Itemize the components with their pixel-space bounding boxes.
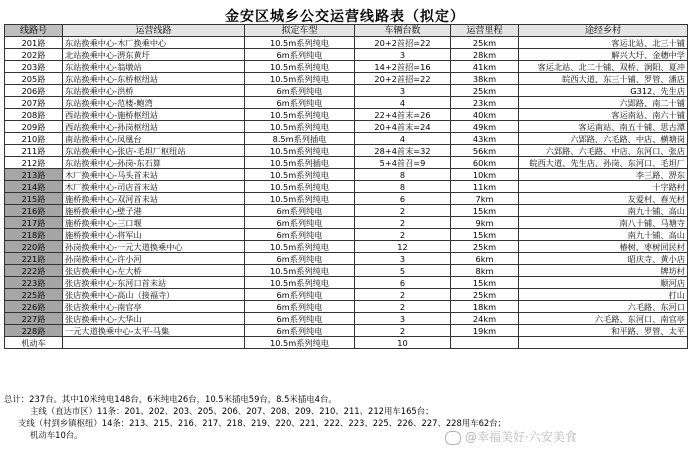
distance-cell: 25km bbox=[451, 37, 519, 49]
distance-cell: 9km bbox=[451, 217, 519, 229]
watermark-text: @幸福美好·六安美食 bbox=[465, 430, 577, 444]
route-number-cell: 213路 bbox=[5, 169, 63, 181]
vehicle-type-cell: 6m系列纯电 bbox=[245, 205, 355, 217]
route-line-cell: 施桥换乘中心-双河首末站 bbox=[63, 193, 245, 205]
table-row bbox=[5, 61, 688, 73]
route-number-cell: 211路 bbox=[5, 145, 63, 157]
distance-cell: 56km bbox=[451, 145, 519, 157]
via-villages-cell: 皖西大道、东三十铺、罗管、潘店 bbox=[519, 73, 688, 85]
via-villages-cell: 解兴大圩、金穗中学 bbox=[519, 49, 688, 61]
distance-cell: 11km bbox=[451, 181, 519, 193]
route-line-cell: 施桥换乘中心-壁子港 bbox=[63, 205, 245, 217]
vehicle-type-cell: 6m系列纯电 bbox=[245, 97, 355, 109]
route-line-cell: 施桥换乘中心-将军山 bbox=[63, 229, 245, 241]
footer-trunk-lines: 主线（直达市区）11条：201、202、203、205、206、207、208、209、210、211、212用车165台； bbox=[30, 406, 434, 416]
distance-cell: 38km bbox=[451, 73, 519, 85]
route-number-cell: 220路 bbox=[5, 241, 63, 253]
route-number-cell: 226路 bbox=[5, 301, 63, 313]
vehicle-type-cell: 6m系列纯电 bbox=[245, 217, 355, 229]
distance-cell bbox=[451, 337, 519, 349]
route-number-cell: 216路 bbox=[5, 205, 63, 217]
vehicle-count-cell: 3 bbox=[355, 49, 451, 61]
table-row bbox=[5, 109, 688, 121]
via-villages-cell: 客运南站、南五十铺、思古潭 bbox=[519, 121, 688, 133]
table-row bbox=[5, 85, 688, 97]
route-line-cell: 孙岗换乘中心-一元大道换乘中心 bbox=[63, 241, 245, 253]
route-number-cell: 223路 bbox=[5, 277, 63, 289]
via-villages-cell: 皖西大道、先生店、孙岗、东河口、毛坦厂 bbox=[519, 157, 688, 169]
table-row bbox=[5, 121, 688, 133]
distance-cell: 49km bbox=[451, 121, 519, 133]
route-number-cell: 212路 bbox=[5, 157, 63, 169]
distance-cell: 15km bbox=[451, 229, 519, 241]
header-vehicle-count: 车辆台数 bbox=[355, 25, 451, 37]
route-number-cell: 215路 bbox=[5, 193, 63, 205]
table-row bbox=[5, 217, 688, 229]
via-villages-cell bbox=[519, 337, 688, 349]
table-row bbox=[5, 205, 688, 217]
vehicle-type-cell: 8.5m系列插电 bbox=[245, 133, 355, 145]
vehicle-type-cell: 10.5m系列纯电 bbox=[245, 61, 355, 73]
route-number-cell: 225路 bbox=[5, 289, 63, 301]
route-number-cell: 201路 bbox=[5, 37, 63, 49]
table-row bbox=[5, 325, 688, 337]
vehicle-count-cell: 4 bbox=[355, 133, 451, 145]
table-row bbox=[5, 265, 688, 277]
vehicle-count-cell: 3 bbox=[355, 253, 451, 265]
vehicle-count-cell: 28+4首末=32 bbox=[355, 145, 451, 157]
route-number-cell: 227路 bbox=[5, 313, 63, 325]
vehicle-type-cell: 10.5m系列纯电 bbox=[245, 265, 355, 277]
table-row bbox=[5, 313, 688, 325]
via-villages-cell: 牌坊村 bbox=[519, 265, 688, 277]
via-villages-cell: 昭庆寺、黄小店 bbox=[519, 253, 688, 265]
vehicle-count-cell: 10 bbox=[355, 337, 451, 349]
route-number-cell: 221路 bbox=[5, 253, 63, 265]
vehicle-type-cell: 10.5m系列纯电 bbox=[245, 169, 355, 181]
route-line-cell: 东站换乘中心-孙岗-东石算 bbox=[63, 157, 245, 169]
vehicle-count-cell: 3 bbox=[355, 85, 451, 97]
table-row bbox=[5, 229, 688, 241]
table-row bbox=[5, 181, 688, 193]
distance-cell: 28km bbox=[451, 49, 519, 61]
vehicle-count-cell: 6 bbox=[355, 193, 451, 205]
table-row bbox=[5, 193, 688, 205]
route-line-cell: 一元大道换乘中心-太平-马集 bbox=[63, 325, 245, 337]
distance-cell: 60km bbox=[451, 157, 519, 169]
route-number-cell: 机动车 bbox=[5, 337, 63, 349]
table-row bbox=[5, 337, 688, 349]
table-row bbox=[5, 277, 688, 289]
vehicle-count-cell: 20+2首招=22 bbox=[355, 73, 451, 85]
route-line-cell bbox=[63, 337, 245, 349]
vehicle-type-cell: 10.5m系列纯电 bbox=[245, 337, 355, 349]
table-row bbox=[5, 241, 688, 253]
via-villages-cell: 十字路村 bbox=[519, 181, 688, 193]
route-line-cell: 孙岗换乘中心-许小河 bbox=[63, 253, 245, 265]
table-header-row bbox=[5, 25, 688, 37]
via-villages-cell: 南八十铺、马塘寺 bbox=[519, 217, 688, 229]
vehicle-type-cell: 10.5m系列纯电 bbox=[245, 193, 355, 205]
vehicle-count-cell: 2 bbox=[355, 325, 451, 337]
vehicle-count-cell: 22+4首末=26 bbox=[355, 109, 451, 121]
table-row bbox=[5, 253, 688, 265]
distance-cell: 15km bbox=[451, 205, 519, 217]
via-villages-cell: G312、先生店 bbox=[519, 85, 688, 97]
footer-branch-lines: 支线（村到乡镇枢纽）14条：213、215、216、217、218、219、220、221、222、223、225、226、227、228用车62台； bbox=[18, 418, 506, 428]
route-number-cell: 218路 bbox=[5, 229, 63, 241]
distance-cell: 8km bbox=[451, 265, 519, 277]
table-row bbox=[5, 37, 688, 49]
weibo-logo-icon bbox=[445, 431, 461, 445]
vehicle-type-cell: 10.5m系列纯电 bbox=[245, 145, 355, 157]
vehicle-type-cell: 6m系列纯电 bbox=[245, 313, 355, 325]
header-route-number: 线路号 bbox=[5, 25, 63, 37]
route-line-cell: 东站换乘中心-范楼-鲍湾 bbox=[63, 97, 245, 109]
via-villages-cell: 南九十铺、高山 bbox=[519, 205, 688, 217]
distance-cell: 24km bbox=[451, 313, 519, 325]
vehicle-type-cell: 6m系列纯电 bbox=[245, 85, 355, 97]
footer-reserve: 机动车10台。 bbox=[30, 430, 83, 440]
vehicle-count-cell: 4 bbox=[355, 97, 451, 109]
vehicle-count-cell: 8 bbox=[355, 181, 451, 193]
via-villages-cell: 六郢路、六毛路、中店、东河口、张店 bbox=[519, 145, 688, 157]
via-villages-cell: 椿树、枣树回民村 bbox=[519, 241, 688, 253]
route-line-cell: 东站换乘中心-东桥枢纽站 bbox=[63, 73, 245, 85]
via-villages-cell: 友爱村、春光村 bbox=[519, 193, 688, 205]
distance-cell: 23km bbox=[451, 97, 519, 109]
vehicle-type-cell: 10.5m系列纯电 bbox=[245, 37, 355, 49]
route-line-cell: 西站换乘中心-孙岗枢纽站 bbox=[63, 121, 245, 133]
vehicle-count-cell: 3 bbox=[355, 313, 451, 325]
vehicle-count-cell: 2 bbox=[355, 289, 451, 301]
route-number-cell: 208路 bbox=[5, 109, 63, 121]
route-line-cell: 北站换乘中心-淠东黄圩 bbox=[63, 49, 245, 61]
distance-cell: 18km bbox=[451, 301, 519, 313]
route-number-cell: 203路 bbox=[5, 61, 63, 73]
vehicle-type-cell: 6m系列纯电 bbox=[245, 301, 355, 313]
route-line-cell: 东站换乘中心-张店-毛坦厂枢纽站 bbox=[63, 145, 245, 157]
via-villages-cell: 六郢路、南二十铺 bbox=[519, 97, 688, 109]
route-line-cell: 张店换乘中心-高山（接福寺） bbox=[63, 289, 245, 301]
header-vehicle-type: 拟定车型 bbox=[245, 25, 355, 37]
via-villages-cell: 客运北站、北三十铺 bbox=[519, 37, 688, 49]
route-number-cell: 214路 bbox=[5, 181, 63, 193]
vehicle-count-cell: 12 bbox=[355, 241, 451, 253]
route-line-cell: 张店换乘中心-东河口首末站 bbox=[63, 277, 245, 289]
footer-total: 总计：237台。其中10米纯电148台，6米纯电26台，10.5米插电59台，8.5米插电4台。 bbox=[4, 394, 337, 404]
route-number-cell: 228路 bbox=[5, 325, 63, 337]
via-villages-cell: 李三路、淠东 bbox=[519, 169, 688, 181]
vehicle-count-cell: 5+4首召=9 bbox=[355, 157, 451, 169]
vehicle-count-cell: 2 bbox=[355, 205, 451, 217]
route-number-cell: 202路 bbox=[5, 49, 63, 61]
route-line-cell: 西站换乘中心-施桥枢纽站 bbox=[63, 109, 245, 121]
route-line-cell: 东站换乘中心-木厂换乘中心 bbox=[63, 37, 245, 49]
distance-cell: 25km bbox=[451, 241, 519, 253]
distance-cell: 7km bbox=[451, 193, 519, 205]
vehicle-count-cell: 2 bbox=[355, 217, 451, 229]
route-line-cell: 木厂换乘中心-司店首末站 bbox=[63, 181, 245, 193]
vehicle-type-cell: 10.5m系列纯电 bbox=[245, 277, 355, 289]
vehicle-type-cell: 6m系列纯电 bbox=[245, 49, 355, 61]
via-villages-cell: 顺河店 bbox=[519, 277, 688, 289]
route-line-cell: 南站换乘中心-凤凰台 bbox=[63, 133, 245, 145]
vehicle-count-cell: 14+2首招=16 bbox=[355, 61, 451, 73]
page-title: 金安区城乡公交运营线路表（拟定） bbox=[225, 9, 465, 25]
vehicle-type-cell: 6m系列纯电 bbox=[245, 289, 355, 301]
vehicle-type-cell: 6m系列纯电 bbox=[245, 325, 355, 337]
vehicle-type-cell: 10.5m系列纯电 bbox=[245, 181, 355, 193]
watermark bbox=[445, 428, 577, 445]
vehicle-type-cell: 10.5m系列纯电 bbox=[245, 121, 355, 133]
distance-cell: 40km bbox=[451, 109, 519, 121]
vehicle-count-cell: 6 bbox=[355, 277, 451, 289]
route-number-cell: 205路 bbox=[5, 73, 63, 85]
table-row bbox=[5, 157, 688, 169]
header-route-line: 运营线路 bbox=[63, 25, 245, 37]
route-line-cell: 东站换乘中心-翁墩站 bbox=[63, 61, 245, 73]
vehicle-type-cell: 10.5m系列纯电 bbox=[245, 109, 355, 121]
table-row bbox=[5, 133, 688, 145]
via-villages-cell: 六郢路、六毛路、中店、横塘岗 bbox=[519, 133, 688, 145]
table-row bbox=[5, 289, 688, 301]
via-villages-cell: 六毛路、东河口 bbox=[519, 301, 688, 313]
vehicle-type-cell: 6m系列纯电 bbox=[245, 229, 355, 241]
vehicle-count-cell: 2 bbox=[355, 229, 451, 241]
vehicle-count-cell: 20+4首末=24 bbox=[355, 121, 451, 133]
route-line-cell: 张店换乘中心-大华山 bbox=[63, 313, 245, 325]
vehicle-type-cell: 10.5m系列插电 bbox=[245, 157, 355, 169]
header-distance: 运营里程 bbox=[451, 25, 519, 37]
route-line-cell: 东站换乘中心-洪桥 bbox=[63, 85, 245, 97]
distance-cell: 10km bbox=[451, 169, 519, 181]
route-line-cell: 张店换乘中心-南官亭 bbox=[63, 301, 245, 313]
distance-cell: 41km bbox=[451, 61, 519, 73]
route-line-cell: 张店换乘中心-左大桥 bbox=[63, 265, 245, 277]
via-villages-cell: 客运北站、北二十铺、双桥、涧阳、夏冲 bbox=[519, 61, 688, 73]
vehicle-count-cell: 8 bbox=[355, 169, 451, 181]
route-line-cell: 施桥换乘中心-三口堰 bbox=[63, 217, 245, 229]
vehicle-type-cell: 10.5m系列纯电 bbox=[245, 241, 355, 253]
table-row bbox=[5, 97, 688, 109]
table-row bbox=[5, 169, 688, 181]
via-villages-cell: 客运南站、南六十铺 bbox=[519, 109, 688, 121]
vehicle-type-cell: 10.5m系列纯电 bbox=[245, 73, 355, 85]
vehicle-count-cell: 5 bbox=[355, 265, 451, 277]
route-number-cell: 217路 bbox=[5, 217, 63, 229]
distance-cell: 43km bbox=[451, 133, 519, 145]
table-row bbox=[5, 301, 688, 313]
route-number-cell: 222路 bbox=[5, 265, 63, 277]
route-table bbox=[4, 24, 688, 349]
table-row bbox=[5, 49, 688, 61]
header-via-villages: 途经乡村 bbox=[519, 25, 688, 37]
distance-cell: 19km bbox=[451, 325, 519, 337]
vehicle-count-cell: 2 bbox=[355, 301, 451, 313]
route-number-cell: 206路 bbox=[5, 85, 63, 97]
route-line-cell: 木厂换乘中心-马头首末站 bbox=[63, 169, 245, 181]
table-body bbox=[5, 37, 688, 349]
via-villages-cell: 打山 bbox=[519, 289, 688, 301]
distance-cell: 15km bbox=[451, 277, 519, 289]
distance-cell: 6km bbox=[451, 253, 519, 265]
via-villages-cell: 南九十铺、高山 bbox=[519, 229, 688, 241]
vehicle-count-cell: 20+2首招=22 bbox=[355, 37, 451, 49]
table-row bbox=[5, 145, 688, 157]
distance-cell: 25km bbox=[451, 289, 519, 301]
via-villages-cell: 和平路、罗管、太平 bbox=[519, 325, 688, 337]
vehicle-type-cell: 6m系列纯电 bbox=[245, 253, 355, 265]
route-number-cell: 209路 bbox=[5, 121, 63, 133]
route-number-cell: 210路 bbox=[5, 133, 63, 145]
table-row bbox=[5, 73, 688, 85]
distance-cell: 25km bbox=[451, 85, 519, 97]
route-number-cell: 207路 bbox=[5, 97, 63, 109]
via-villages-cell: 六毛路、东河口、南官亭 bbox=[519, 313, 688, 325]
